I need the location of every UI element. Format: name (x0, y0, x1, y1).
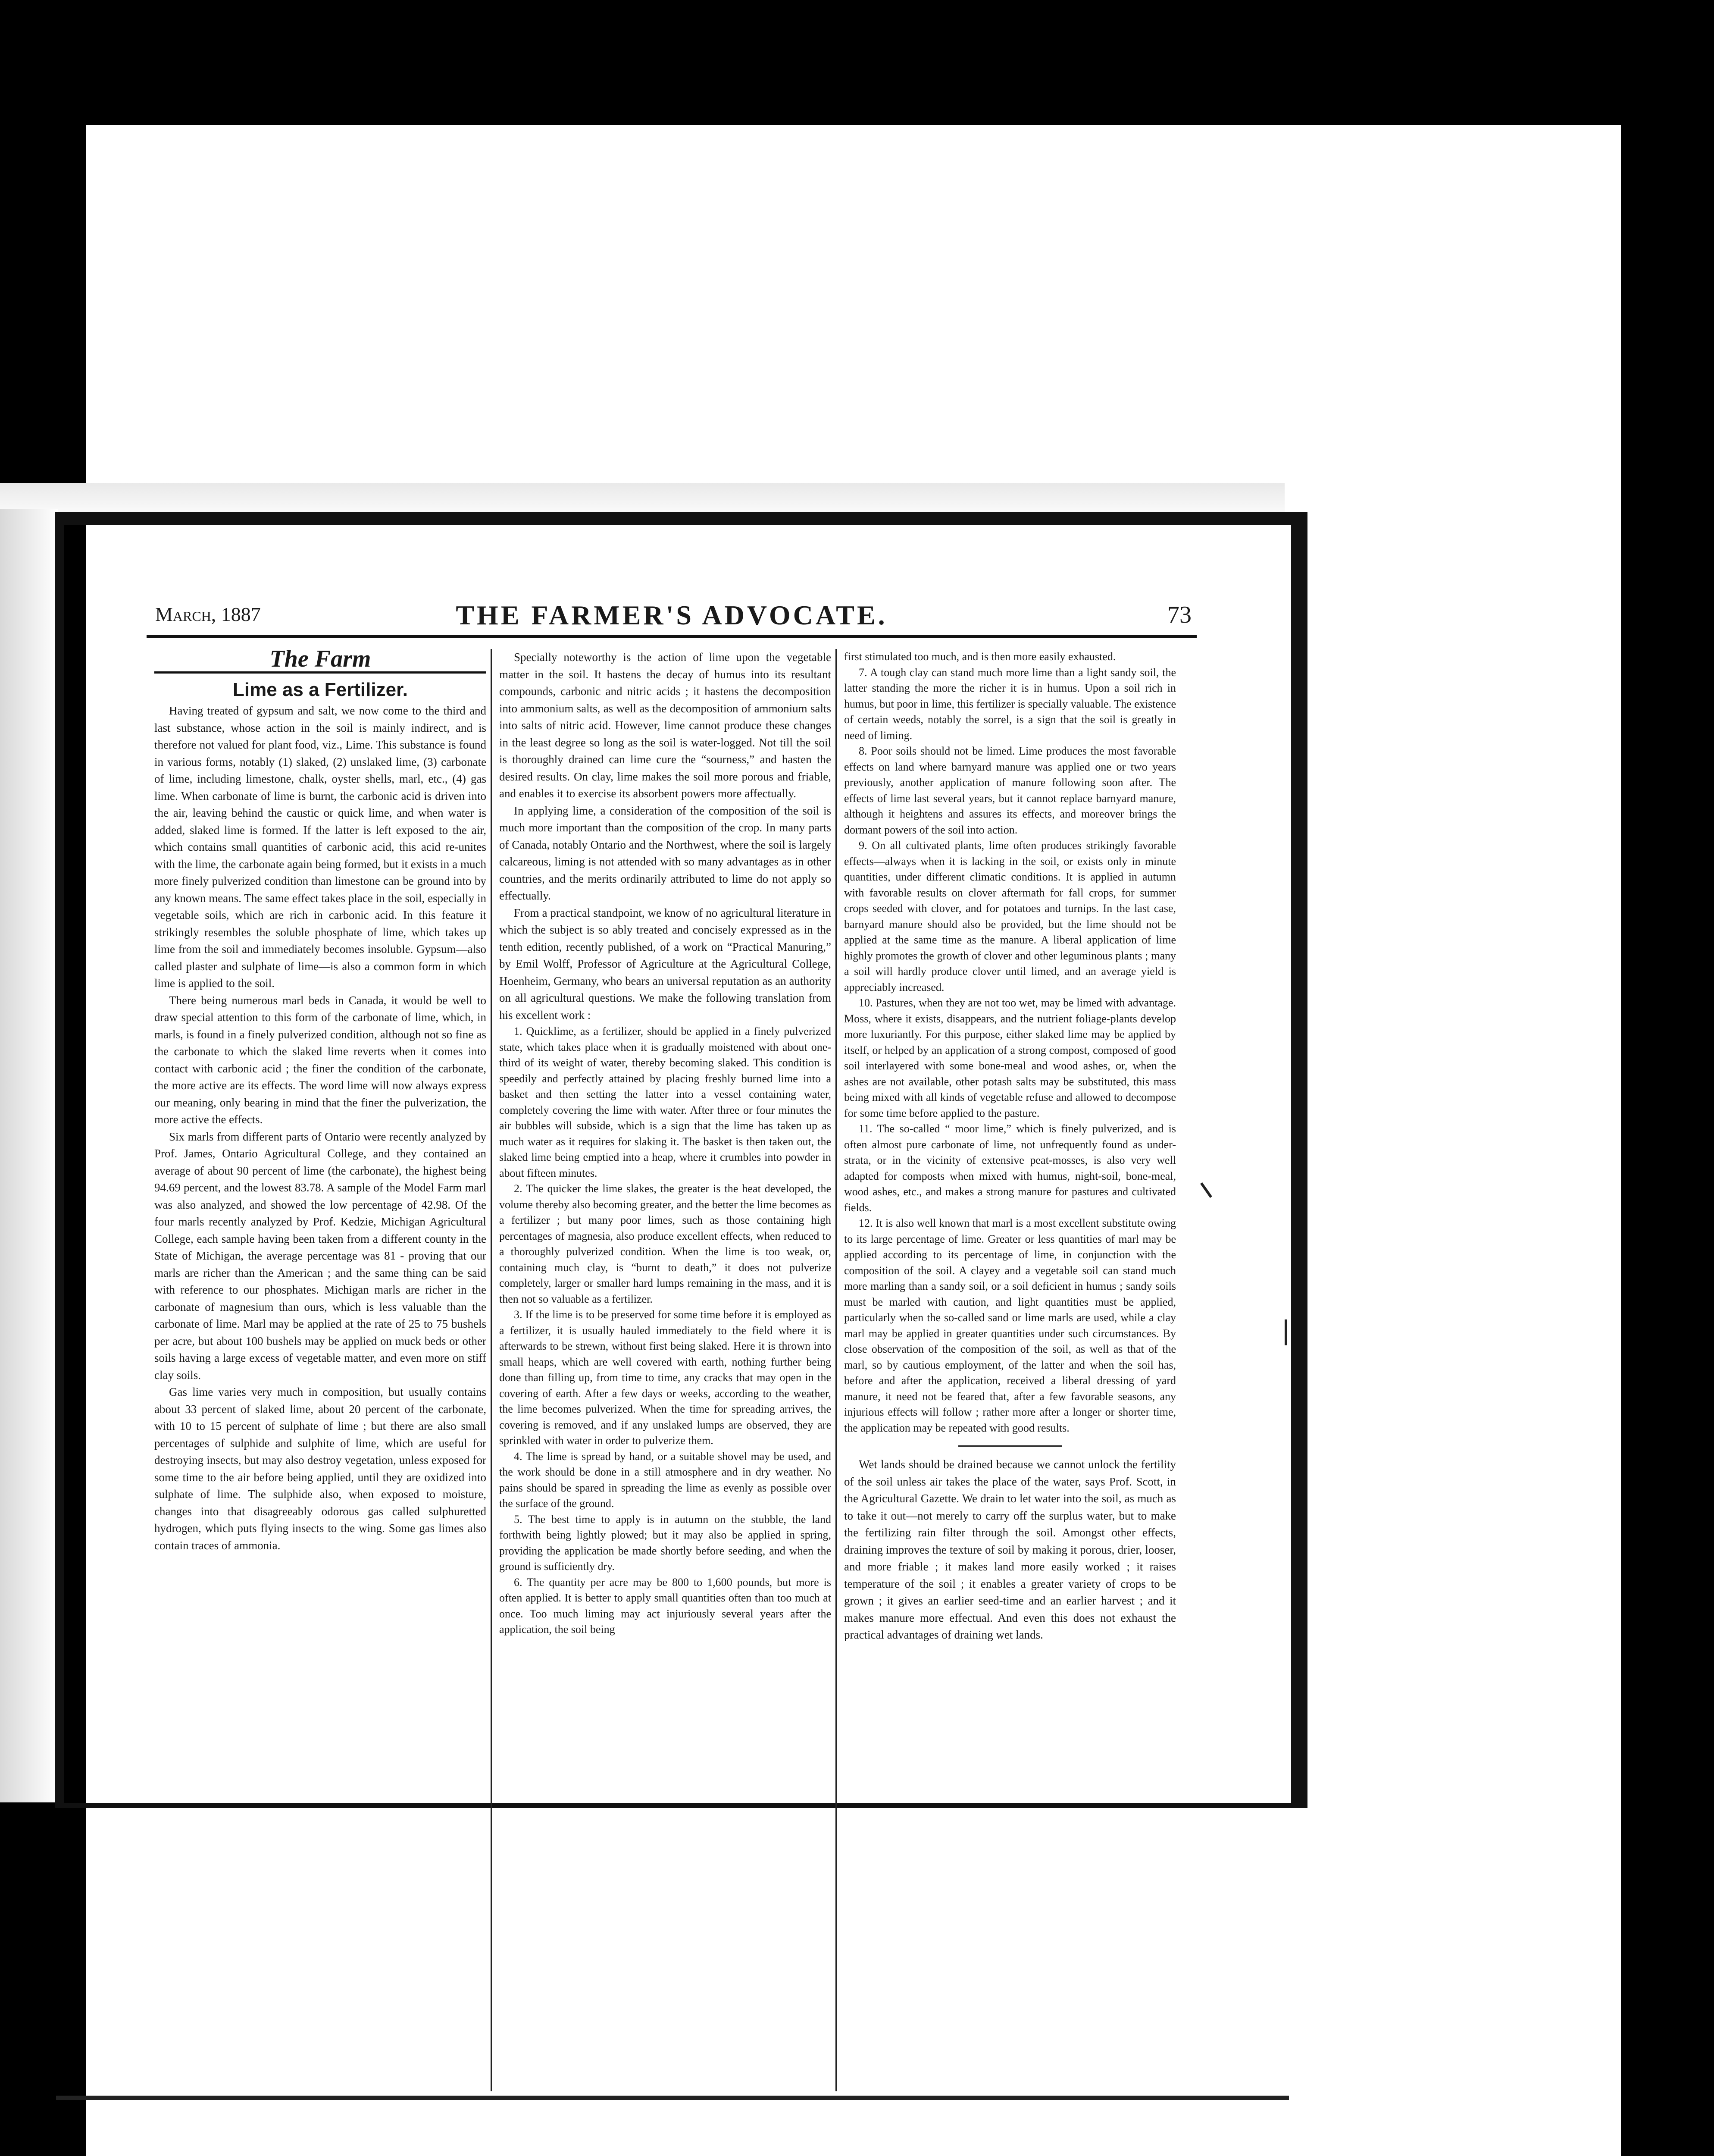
article-separator (958, 1445, 1062, 1447)
article-paragraph: Wet lands should be drained because we cannot unlock the fertility of the soil unless air takes the place of the water, says Prof. Scott, in the Agricultural Gazette. We drain to let water into the soil, as much as to take it out—not merely to carry off the surplus water, but to make the fertilizing rain filter through the soil. Amongst other effects, draining improves the texture of soil by making it porous, drier, looser, and more friable ; it makes land more easily worked ; it raises temperature of the soil ; it enables a greater variety of crops to be grown ; it gives an earlier seed-time and an earlier harvest ; and it makes manure more effectual. And even this does not exhaust the practical advantages of draining wet lands. (844, 1458, 1176, 1641)
article-paragraph: In applying lime, a consideration of the composition of the soil is much more important than the composition of the crop. In many parts of Canada, notably Ontario and the Northwest, where the soil is largely calcareous, liming is not attended with so many advantages as in other countries, and the merits ordinarily attributed to lime do not apply so effectually. (499, 804, 831, 902)
column-left (154, 646, 486, 1554)
article-paragraph: There being numerous marl beds in Canada, it would be well to draw special attention to this form of the carbonate of lime, which, in marls, is found in a finely pulverized condition, although not so fine as the carbonate to which the slaked lime reverts when it comes into contact with carbonic acid ; the finer the condition of the carbonate, the more active are its effects. The word lime will now always express our meaning, only bearing in mind that the finer the pulverization, the more active the effects. (154, 993, 486, 1126)
issue-date: March, 1887 (155, 603, 261, 625)
page-left-shadow (0, 509, 58, 1802)
numbered-item: 8. Poor soils should not be limed. Lime produces the most favorable effects on land where barnyard manure was applied one or two years previously, another application of manure following soon after. The effects of lime last several years, but it cannot replace barnyard manure, although it heightens and assures its effects, and moreover brings the dormant powers of the soil into action. (844, 745, 1176, 836)
numbered-item: 6. The quantity per acre may be 800 to 1,600 pounds, but more is often applied. It is better to apply small quantities often than too much at once. Too much liming may act injuriously several years after the application, the soil being (499, 1576, 831, 1636)
numbered-item-continued: first stimulated too much, and is then more easily exhausted. (844, 650, 1116, 663)
page-bottom-rule (56, 2096, 1289, 2100)
column-right (844, 649, 1176, 1644)
numbered-item: 12. It is also well known that marl is a most excellent substitute owing to its large percentage of lime. Greater or less quantities of marl may be applied according to its percentage of lime, in conjunction with the composition of the soil. A clayey and a vegetable soil can stand much more marling than a sandy soil, or a soil deficient in humus ; sandy soils must be marled with caution, and light quantities must be applied, particularly when the so-called sand or lime marls are used, while a clay marl may be applied in greater quantities under such circumstances. By close observation of the composition of the soil, as well as that of the marl, so by cautious employment, of the latter and when the soil has, before and after the application, received a liberal dressing of yard manure, it need not be feared that, after a few favorable seasons, any injurious effects will follow ; rather more after a longer or shorter time, the application may be repeated with good results. (844, 1217, 1176, 1434)
numbered-item: 11. The so-called “ moor lime,” which is finely pulverized, and is often almost pure carbonate of lime, not unfrequently found as under-strata, or in the vicinity of extensive peat-mosses, is also very well adapted for composts when mixed with humus, night-soil, bone-meal, wood ashes, etc., and makes a strong manure for pastures and cultivated fields. (844, 1122, 1176, 1214)
newspaper-page (147, 599, 1197, 2104)
department-heading: The Farm (269, 646, 371, 672)
article-paragraph: From a practical standpoint, we know of no agricultural literature in which the subject is so ably treated and concisely expressed as in the tenth edition, recently published, of a work on “Practical Manuring,” by Emil Wolff, Professor of Agriculture at the Agricultural College, Hoenheim, Germany, who bears an universal reputation as an authority on all agricultural questions. We make the following translation from his excellent work : (499, 906, 831, 1022)
scan-speck (1285, 1319, 1287, 1345)
numbered-item: 5. The best time to apply is in autumn on the stubble, the land forthwith being lightly plowed; but it may also be applied in spring, providing the application be made shortly before seeding, and when the ground is sufficiently dry. (499, 1513, 831, 1573)
numbered-item: 7. A tough clay can stand much more lime than a light sandy soil, the latter standing the more the richer it is in humus. Upon a soil rich in humus, but poor in lime, this fertilizer is specially valuable. The existence of certain weeds, notably the sorrel, is a sign that the soil is greatly in need of liming. (844, 666, 1176, 742)
numbered-item: 4. The lime is spread by hand, or a suitable shovel may be used, and the work should be done in a still atmosphere and in dry weather. No pains should be spared in spreading the lime as evenly as possible over the surface of the ground. (499, 1450, 831, 1510)
numbered-item: 1. Quicklime, as a fertilizer, should be applied in a finely pulverized state, which takes place when it is gradually moistened with about one-third of its weight of water, thereby becoming slaked. This condition is speedily and perfectly attained by placing freshly burned lime into a basket and then setting the latter into a vessel containing water, completely covering the lime with water. After three or four minutes the air bubbles will subside, which is a sign that the lime has taken up as much water as it requires for slaking it. The basket is then taken out, the slaked lime being emptied into a heap, where it crumbles into powder in about fifteen minutes. (499, 1025, 831, 1179)
column-divider (835, 649, 837, 2091)
masthead-rule (147, 635, 1197, 638)
numbered-item: 3. If the lime is to be preserved for some time before it is employed as a fertilizer, it is usually hauled immediately to the field where it is afterwards to be strewn, without first being slaked. Here it is thrown into small heaps, which are well covered with earth, nothing further being done than filling up, from time to time, any cracks that may open in the covering of earth. After a few days or weeks, according to the weather, the lime becomes pulverized. When the time for spreading arrives, the covering is removed, and if any unslaked lumps are observed, they are sprinkled with water in order to pulverize them. (499, 1308, 831, 1447)
column-divider (491, 649, 492, 2091)
article-paragraph: Specially noteworthy is the action of lime upon the vegetable matter in the soil. It hastens the decay of humus into its resultant compounds, carbonic and nitric acids ; it hastens the decomposition into ammonium salts, as well as the decomposition of ammonium salts into salts of nitric acid. However, lime cannot produce these changes in the least degree so long as the soil is water-logged. Not till the soil is thoroughly drained can lime cure the “sourness,” and hasten the desired results. On clay, lime makes the soil more porous and friable, and enables it to exercise its absorbent powers more affectually. (499, 651, 831, 800)
numbered-item: 9. On all cultivated plants, lime often produces strikingly favorable effects—always when it is lacking in the soil, or exists only in minute quantities, under different climatic conditions. It is applied in autumn with favorable results on clover aftermath for fall crops, for summer crops seeded with clover, and for potatoes and turnips. In the last case, barnyard manure should also be provided, but the lime should not be applied at the same time as the manure. A liberal application of lime highly promotes the growth of clover and other leguminous plants ; many a soil will hardly produce clover until limed, and an average yield is appreciably increased. (844, 839, 1176, 993)
column-middle (499, 649, 831, 1638)
masthead (147, 599, 1197, 634)
article-paragraph: Gas lime varies very much in composition, but usually contains about 33 percent of slaked lime, about 20 percent of the carbonate, with 10 to 15 percent of sulphate of lime ; but there are also small percentages of sulphide and sulphite of lime, which are useful for destroying insects, but may also destroy vegetation, unless exposed for some time to the air before being applied, until they are oxidized into sulphate of lime. The sulphide also, when exposed to moisture, changes into that disagreeably odorous gas called sulphuretted hydrogen, which puts flying insects to the wing. Some gas limes also contain traces of ammonia. (154, 1385, 486, 1552)
article-paragraph: Having treated of gypsum and salt, we now come to the third and last substance, whose action in the soil is mainly indirect, and is therefore not valued for plant food, viz., Lime. This substance is found in various forms, notably (1) slaked, (2) unslaked lime, (3) carbonate of lime, including limestone, chalk, oyster shells, marl, etc., (4) gas lime. When carbonate of lime is burnt, the carbonic acid is driven into the air, leaving behind the caustic or quick lime, and when water is added, slaked lime is formed. If the latter is left exposed to the air, which contains small quantities of carbonic acid, this acid re-unites with the lime, the carbonate again being formed, but it exists in a much more finely pulverized condition than limestone can be ground into by any known means. The same effect takes place in the soil, especially in vegetable soils, which are rich in carbonic acid. In this feature it strikingly resembles the soluble phosphate of lime, which takes up lime from the soil and immediately becomes insoluble. Gypsum—also called plaster and sulphate of lime—is also a common form in which lime is applied to the soil. (154, 704, 486, 990)
numbered-item: 10. Pastures, when they are not too wet, may be limed with advantage. Moss, where it exists, disappears, and the nutrient foliage-plants develop more luxuriantly. For this purpose, either slaked lime may be applied by itself, or helped by an application of a strong compost, composed of good soil interlayered with some bone-meal and wood ashes, or, when the ashes are not available, other potash salts may be substituted, this mass being mixed with all kinds of vegetable refuse and allowed to decompose for some time before applied to the pasture. (844, 997, 1176, 1119)
page-number: 73 (1167, 602, 1192, 628)
article-paragraph: Six marls from different parts of Ontario were recently analyzed by Prof. James, Ontario Agricultural College, and they contained an average of about 90 percent of lime (the carbonate), the highest being 94.69 percent, and the lowest 83.78. A sample of the Model Farm marl was also analyzed, and showed the low percentage of 42.98. Of the four marls recently analyzed by Prof. Kedzie, Michigan Agricultural College, each sample having been taken from a different county in the State of Michigan, the average percentage was 81 - proving that our marls are richer than the American ; and the same thing can be said with reference to our phosphates. Michigan marls are richer in the carbonate of magnesium than ours, which is less valuable than the carbonate of lime. Marl may be applied at the rate of 25 to 75 bushels per acre, but about 100 bushels may be applied on muck beds or other soils having a large excess of vegetable matter, and even more on stiff clay soils. (154, 1130, 486, 1382)
publication-title: THE FARMER'S ADVOCATE. (456, 600, 888, 630)
numbered-item: 2. The quicker the lime slakes, the greater is the heat developed, the volume thereby also becoming greater, and the better the lime becomes as a fertilizer ; but many poor limes, such as those containing high percentages of magnesia, also produce excellent effects, when reduced to a thoroughly pulverized condition. When the lime is too weak, or, containing much clay, is “burnt to death,” it does not pulverize completely, larger or smaller hard lumps remaining in the mass, and it is then not so valuable as a fertilizer. (499, 1182, 831, 1305)
article-headline: Lime as a Fertilizer. (233, 679, 408, 700)
